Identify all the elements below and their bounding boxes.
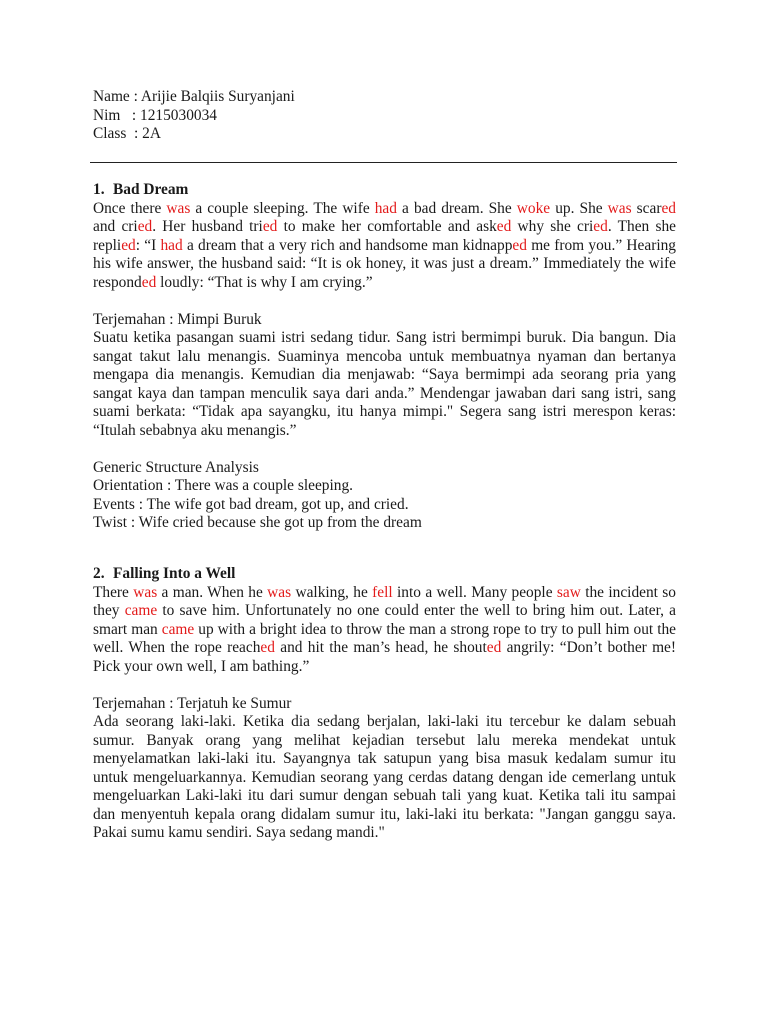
- highlighted-verb: ed: [121, 236, 136, 254]
- english-story-text: [93, 200, 676, 293]
- story-text-run: into a well. Many people: [392, 583, 557, 601]
- story-title-text: Falling Into a Well: [113, 565, 236, 582]
- story-text-run: a bad dream. She: [396, 199, 517, 217]
- highlighted-verb: ed: [486, 639, 502, 656]
- highlighted-verb: ed: [137, 218, 153, 235]
- highlighted-verb: woke: [516, 199, 551, 217]
- story-text-run: walking, he: [291, 583, 373, 601]
- story-text-run: loudly: “That is why I am crying.”: [156, 273, 373, 291]
- story-text-run: me from you.” Hearing his wife answer, the husband said: “It is ok honey, it was just a dream.” Immediately the wife respond: [93, 236, 676, 291]
- highlighted-verb: ed: [512, 236, 527, 254]
- student-name: Name : Arijie Balqiis Suryanjani: [93, 88, 295, 105]
- story-text-run: a couple sleeping. The wife: [190, 199, 375, 217]
- highlighted-verb: was: [133, 583, 158, 601]
- highlighted-verb: ed: [141, 273, 157, 291]
- story-text-run: up with a bright idea to throw the man a strong rope to try to pull him out the well. When the rope reach: [93, 620, 677, 656]
- student-header: [93, 88, 295, 144]
- story-text-run: and cri: [93, 218, 138, 235]
- story-text-run: scar: [631, 199, 662, 217]
- highlighted-verb: ed: [260, 639, 275, 656]
- highlighted-verb: was: [267, 583, 292, 601]
- student-class: Class : 2A: [93, 125, 161, 142]
- story-text-run: There: [93, 583, 134, 601]
- story-text-run: angrily: “Don’t bother me! Pick your own well, I am bathing.”: [93, 639, 677, 675]
- highlighted-verb: came: [124, 602, 158, 619]
- analysis-title: Generic Structure Analysis: [93, 458, 259, 476]
- story-text-run: up. She: [550, 199, 608, 217]
- highlighted-verb: ed: [593, 218, 608, 235]
- story-title: [93, 565, 676, 584]
- translation-text: Ada seorang laki-laki. Ketika dia sedang berjalan, laki-laki itu tercebur ke dalam sebuah sumur. Banyak orang yang melihat kejadian tersebut lalu mereka mendekat untuk menyelamatkan laki-laki itu. Sayangnya tak satupun yang bisa masuk kedalam sumur itu untuk mengeluarkannya. Kemudian seorang yang cerdas datang dengan ide cemerlang untuk mengeluarkan Laki-laki itu dari sumur dengan sebuah tali yang kuat. Ketika tali itu sampai dan menyentuh kepala orang didalam sumur itu, laki-laki itu berkata: "Jangan ganggu saya. Pakai sumu kamu sendiri. Saya sedang mandi.": [93, 713, 676, 841]
- analysis-orientation: Orientation : There was a couple sleeping.: [93, 477, 353, 494]
- story-text-run: the incident so they: [93, 583, 676, 619]
- english-story-text: [93, 584, 676, 677]
- story-title: [93, 181, 676, 200]
- translation-text: Suatu ketika pasangan suami istri sedang tidur. Sang istri bermimpi buruk. Dia bangun. Dia sangat takut lalu menangis. Suaminya mencoba untuk membuatnya nyaman dan bertanya mengapa dia menangis. Kemudian dia menjawab: “Saya bermimpi ada seorang pria yang sangat kaya dan tampan menculik saya dari anda.” Mendengar jawaban dari sang istri, sang suami berkata: “Tidak apa sayangku, itu hanya mimpi." Segera sang istri merespon keras: “Itulah sebabnya aku menangis.”: [93, 329, 676, 439]
- highlighted-verb: was: [166, 199, 191, 217]
- highlighted-verb: saw: [556, 583, 581, 601]
- highlighted-verb: fell: [372, 583, 393, 601]
- story-text-run: : “I: [135, 236, 161, 254]
- translation-title: Terjemahan : Mimpi Buruk: [93, 310, 262, 328]
- story-text-run: to save him. Unfortunately no one could enter the well to bring him out. Later, a smart man: [93, 602, 676, 638]
- story-bad-dream: [93, 181, 676, 533]
- story-text-run: a dream that a very rich and handsome man kidnapp: [182, 236, 513, 254]
- highlighted-verb: ed: [661, 199, 676, 217]
- story-number: 1.: [93, 181, 105, 198]
- translation-title: Terjemahan : Terjatuh ke Sumur: [93, 694, 292, 712]
- story-text-run: why she cri: [511, 218, 594, 235]
- highlighted-verb: had: [374, 199, 397, 217]
- highlighted-verb: was: [607, 199, 632, 217]
- analysis-twist: Twist : Wife cried because she got up from the dream: [93, 514, 422, 531]
- story-text-run: and hit the man’s head, he shout: [274, 639, 487, 656]
- highlighted-verb: had: [160, 236, 183, 254]
- highlighted-verb: ed: [262, 218, 278, 235]
- highlighted-verb: ed: [496, 218, 512, 235]
- student-nim: Nim : 1215030034: [93, 106, 217, 124]
- story-text-run: . Her husband tri: [152, 218, 263, 235]
- analysis-events: Events : The wife got bad dream, got up, and cried.: [93, 495, 409, 513]
- story-text-run: Once there: [93, 199, 167, 217]
- highlighted-verb: came: [161, 620, 195, 638]
- story-falling-into-well: [93, 565, 676, 843]
- horizontal-divider: [90, 162, 677, 163]
- story-text-run: a man. When he: [157, 583, 268, 601]
- story-text-run: . Then she repli: [93, 218, 676, 254]
- story-number: 2.: [93, 565, 105, 582]
- story-text-run: to make her comfortable and ask: [277, 218, 497, 235]
- story-title-text: Bad Dream: [113, 181, 189, 198]
